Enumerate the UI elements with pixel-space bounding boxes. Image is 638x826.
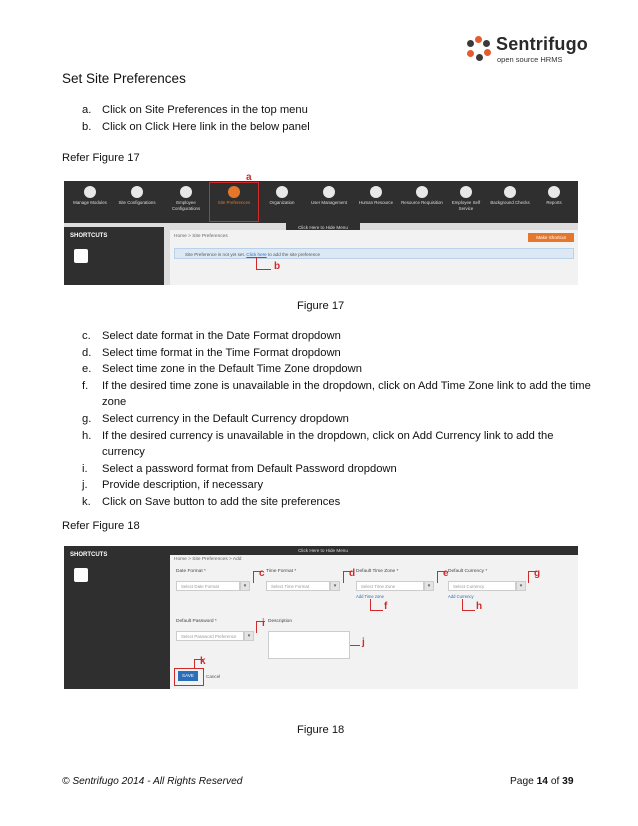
tray-icon	[416, 186, 428, 198]
tools-icon	[460, 186, 472, 198]
list-item: g. Select currency in the Default Currency dropdown	[82, 412, 349, 425]
shortcuts-title: SHORTCUTS	[70, 552, 108, 558]
chevron-down-icon[interactable]: ▾	[244, 631, 254, 641]
list-item: d. Select time format in the Time Format dropdown	[82, 346, 341, 359]
list-item: k. Click on Save button to add the site preferences	[82, 495, 341, 508]
menu-human-resource[interactable]: Human Resource	[354, 181, 398, 223]
make-shortcut-button[interactable]: Make Shortcut	[528, 233, 574, 242]
click-here-link[interactable]: Click here	[246, 252, 267, 257]
sentrifugo-logo	[466, 36, 616, 66]
list-item: h. If the desired currency is unavailable in the dropdown, click on Add Currency link to add the currency	[82, 429, 554, 459]
list-item: a. Click on Site Preferences in the top menu	[82, 104, 308, 116]
logo-name: Sentrifugo	[496, 34, 588, 54]
steps-list-2	[82, 328, 592, 511]
menu-background-checks[interactable]: Background Checks	[488, 181, 532, 223]
time-format-label: Time Format *	[266, 569, 297, 574]
steps-list-1	[82, 102, 582, 135]
shortcuts-sidebar	[64, 546, 164, 689]
save-button[interactable]: SAVE	[178, 671, 198, 681]
callout-label-h: h	[476, 601, 483, 612]
callout-box-a	[209, 182, 259, 222]
list-item: i. Select a password format from Default Password dropdown	[82, 462, 397, 475]
figure-18-caption: Figure 18	[297, 724, 345, 736]
notice-bar: Site Preference is not yet set. Click here to add the site preference	[174, 248, 574, 259]
menu-user-management[interactable]: User Management	[307, 181, 351, 223]
chevron-down-icon[interactable]: ▾	[330, 581, 340, 591]
date-format-select[interactable]: Select Date Format	[176, 581, 240, 591]
time-format-select[interactable]: Select Time Format	[266, 581, 330, 591]
currency-label: Default Currency *	[448, 569, 488, 574]
top-menu-bar	[64, 181, 578, 223]
list-item: c. Select date format in the Date Format dropdown	[82, 330, 341, 342]
figure-17-caption: Figure 17	[297, 300, 345, 312]
figure-18-screenshot	[64, 546, 578, 689]
currency-select[interactable]: Select Currency	[448, 581, 516, 591]
list-item: f. If the desired time zone is unavailable in the dropdown, click on Add Time Zone link to add the time zone	[82, 379, 591, 409]
refer-figure-18: Refer Figure 18	[62, 520, 140, 532]
callout-bracket-b	[256, 257, 271, 270]
chevron-down-icon[interactable]: ▾	[424, 581, 434, 591]
logo-tagline: open source HRMS	[497, 55, 563, 64]
section-title: Set Site Preferences	[62, 71, 186, 86]
user-icon	[323, 186, 335, 198]
time-zone-label: Default Time Zone *	[356, 569, 399, 574]
callout-box-k	[174, 668, 204, 686]
hide-menu-tab[interactable]: Click Here to Hide Menu	[286, 223, 360, 232]
shortcut-users-icon[interactable]	[74, 249, 88, 263]
callout-label-a: a	[246, 172, 252, 183]
list-item: j. Provide description, if necessary	[82, 479, 264, 492]
callout-label-f: f	[384, 601, 388, 612]
add-time-zone-link[interactable]: Add Time zone	[356, 594, 384, 599]
menu-employee-configurations[interactable]: Employee Configurations	[164, 181, 208, 223]
chevron-down-icon[interactable]: ▾	[240, 581, 250, 591]
password-label: Default Password *	[176, 619, 217, 624]
callout-label-j: j	[362, 637, 365, 648]
shortcut-users-icon[interactable]	[74, 568, 88, 582]
people-icon	[370, 186, 382, 198]
hide-menu-tab[interactable]: Click Here to Hide Menu	[286, 546, 360, 555]
callout-label-e: e	[443, 568, 449, 579]
date-format-label: Date Format *	[176, 569, 206, 574]
menu-employee-self-service[interactable]: Employee Self Service	[444, 181, 488, 223]
main-panel	[170, 230, 578, 285]
gears-icon	[131, 186, 143, 198]
description-label: Description	[268, 619, 292, 624]
menu-site-configurations[interactable]: Site Configurations	[115, 181, 159, 223]
chevron-down-icon[interactable]: ▾	[516, 581, 526, 591]
menu-site-preferences[interactable]: Site Preferences	[212, 181, 256, 223]
add-currency-link[interactable]: Add Currency	[448, 594, 474, 599]
callout-label-k: k	[200, 656, 206, 667]
callout-label-g: g	[534, 568, 541, 579]
main-panel	[170, 555, 578, 689]
menu-manage-modules[interactable]: Manage Modules	[68, 181, 112, 223]
org-chart-icon	[276, 186, 288, 198]
footer-page-number: Page 14 of 39	[510, 776, 574, 787]
menu-resource-requisition[interactable]: Resource Requisition	[400, 181, 444, 223]
time-zone-select[interactable]: Select Time Zone	[356, 581, 424, 591]
logo-mark-icon	[466, 36, 492, 62]
breadcrumb[interactable]: Home > Site Preferences	[174, 234, 228, 239]
figure-17-screenshot	[64, 172, 578, 285]
modules-icon	[84, 186, 96, 198]
callout-label-c: c	[259, 568, 265, 579]
cancel-link[interactable]: Cancel	[206, 674, 221, 679]
users-gear-icon	[180, 186, 192, 198]
breadcrumb[interactable]: Home > Site Preferences > Add	[174, 557, 242, 562]
list-item: e. Select time zone in the Default Time Zone dropdown	[82, 363, 362, 376]
callout-label-b: b	[274, 261, 281, 272]
shortcuts-title: SHORTCUTS	[70, 233, 108, 239]
footer-copyright: © Sentrifugo 2014 - All Rights Reserved	[62, 776, 243, 787]
callout-label-d: d	[349, 568, 356, 579]
menu-organization[interactable]: Organization	[260, 181, 304, 223]
reports-icon	[548, 186, 560, 198]
refer-figure-17: Refer Figure 17	[62, 152, 140, 164]
password-select[interactable]: Select Password Preference	[176, 631, 244, 641]
list-item: b. Click on Click Here link in the below panel	[82, 120, 310, 133]
menu-reports[interactable]: Reports	[532, 181, 576, 223]
callout-label-i: i	[262, 618, 265, 629]
description-textarea[interactable]	[268, 631, 350, 659]
shortcuts-sidebar	[64, 227, 164, 285]
checkbox-icon	[504, 186, 516, 198]
